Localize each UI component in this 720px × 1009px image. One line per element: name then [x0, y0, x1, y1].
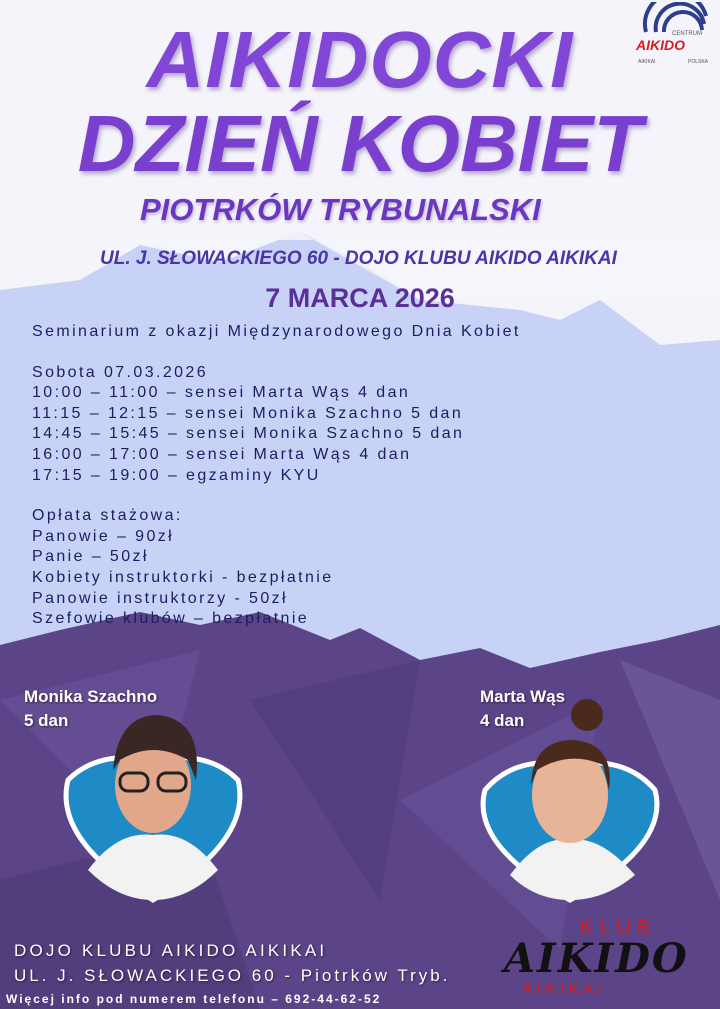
fee-item: Panowie – 90zł [32, 527, 175, 545]
schedule-item: 16:00 – 17:00 – sensei Marta Wąs 4 dan [32, 445, 412, 463]
schedule-item: 10:00 – 11:00 – sensei Marta Wąs 4 dan [32, 384, 411, 402]
logo-text-polska: POLSKA [688, 59, 709, 65]
portrait-marta-was [475, 695, 665, 905]
logo-text-aikikai: AIKIKAI [522, 981, 607, 998]
city-subtitle: PIOTRKÓW TRYBUNALSKI [140, 192, 541, 227]
instructor-name: Monika Szachno [24, 687, 158, 706]
schedule-item: 14:45 – 15:45 – sensei Monika Szachno 5 dan [32, 425, 465, 443]
day-label: Sobota 07.03.2026 [32, 363, 209, 381]
portrait-monika-szachno [58, 700, 248, 905]
fee-item: Szefowie klubów – bezpłatnie [32, 610, 310, 628]
logo-text-klub: KLUB [580, 917, 657, 939]
logo-text-aikido: AIKIDO [636, 37, 685, 53]
fees-title: Opłata stażowa: [32, 507, 183, 525]
footer-phone-info: Więcej info pod numerem telefonu – 692-44-62-52 [6, 992, 382, 1006]
fee-item: Panie – 50zł [32, 548, 149, 566]
logo-text-centrum: CENTRUM [672, 31, 702, 37]
address-line: UL. J. SŁOWACKIEGO 60 - DOJO KLUBU AIKIDO AIKIKAI [100, 248, 617, 269]
footer-address: UL. J. SŁOWACKIEGO 60 - Piotrków Tryb. [14, 966, 451, 985]
instructor-rank: 5 dan [24, 711, 69, 730]
footer-dojo-name: DOJO KLUBU AIKIDO AIKIKAI [14, 941, 328, 960]
title-line-1: AIKIDOCKI [146, 15, 574, 104]
fee-item: Panowie instruktorzy - 50zł [32, 589, 288, 607]
instructor-rank: 4 dan [480, 711, 525, 730]
logo-text-aikido-brush: AIKIDO [504, 935, 689, 982]
logo-text-aikikai: AIKIKAI [638, 59, 656, 65]
event-date: 7 MARCA 2026 [265, 283, 455, 313]
title-line-2: DZIEŃ KOBIET [77, 99, 643, 188]
logo-klub-aikido [500, 918, 718, 1006]
event-details [32, 322, 521, 630]
schedule-item: 11:15 – 12:15 – sensei Monika Szachno 5 dan [32, 404, 464, 422]
fee-item: Kobiety instruktorki - bezpłatnie [32, 568, 334, 586]
instructor-name: Marta Wąs [480, 687, 566, 706]
schedule-item: 17:15 – 19:00 – egzaminy KYU [32, 466, 321, 484]
intro-text: Seminarium z okazji Międzynarodowego Dnia Kobiet [32, 323, 521, 340]
